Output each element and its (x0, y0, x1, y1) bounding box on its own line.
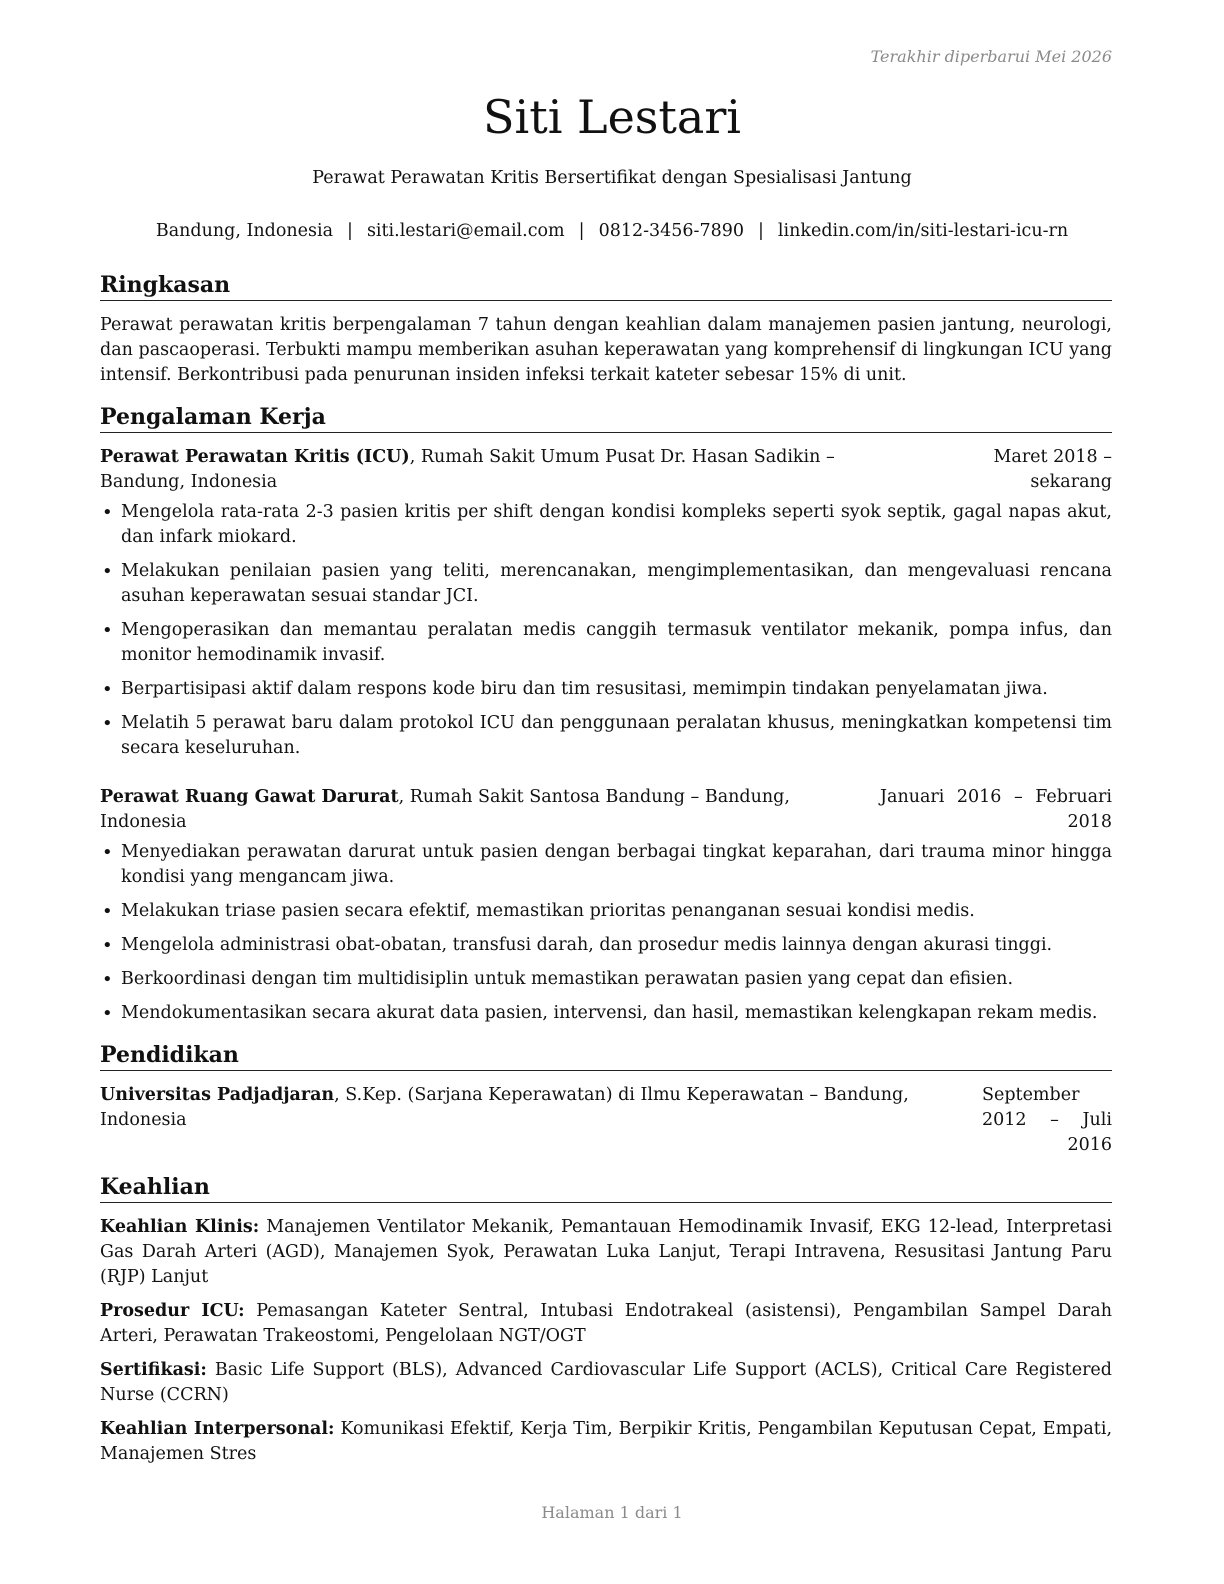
list-item: • Melakukan penilaian pasien yang teliti, merencanakan, mengimplementasikan, dan mengevaluasi rencana asuhan keperawatan sesuai standar JCI. (100, 559, 1112, 609)
job-role: Perawat Perawatan Kritis (ICU) (100, 447, 410, 467)
summary-text: Perawat perawatan kritis berpengalaman 7 tahun dengan keahlian dalam manajemen pasien jantung, neurologi, dan pascaoperasi. Terbukti mampu memberikan asuhan keperawatan yang komprehensif di lingkungan ICU yang intensif. Berkontribusi pada penurunan insiden infeksi terkait kateter sebesar 15% di unit. (100, 315, 1112, 385)
contact-email[interactable]: siti.lestari@email.com (366, 221, 565, 241)
contact-linkedin[interactable]: linkedin.com/in/siti-lestari-icu-rn (777, 221, 1069, 241)
skill-text: Basic Life Support (BLS), Advanced Cardiovascular Life Support (ACLS), Critical Care Registered Nurse (CCRN) (100, 1360, 1112, 1405)
job-dates: Maret 2018 – sekarang (993, 447, 1112, 492)
section-title-education: Pendidikan (100, 1040, 1112, 1071)
job-title-line (100, 445, 884, 495)
skill-group (100, 1215, 1112, 1290)
page-number: Halaman 1 dari 1 (541, 1503, 683, 1522)
contact-location: Bandung, Indonesia (155, 221, 334, 241)
summary-section (100, 270, 1112, 388)
job-title-line (100, 785, 852, 835)
skill-label: Keahlian Interpersonal: (100, 1419, 335, 1439)
education-entry (100, 1083, 1112, 1158)
skill-label: Prosedur ICU: (100, 1301, 245, 1321)
list-item: • Melakukan triase pasien secara efektif, memastikan prioritas penanganan sesuai kondisi medis. (100, 899, 1112, 924)
job-header (100, 445, 1112, 495)
skill-text: Manajemen Ventilator Mekanik, Pemantauan Hemodinamik Invasif, EKG 12-lead, Interpretasi Gas Darah Arteri (AGD), Manajemen Syok, Perawatan Luka Lanjut, Terapi Intravena, Resusitasi Jantung Paru (RJP) Lanjut (100, 1217, 1112, 1287)
education-section (100, 1040, 1112, 1158)
job-org: , Rumah Sakit Santosa Bandung – Bandung, Indonesia (100, 787, 790, 832)
job-bullets (100, 500, 1112, 761)
list-item: • Mendokumentasikan secara akurat data pasien, intervensi, dan hasil, memastikan kelengkapan rekam medis. (100, 1001, 1112, 1026)
job-dates: Januari 2016 – Februari 2018 (880, 787, 1112, 832)
tagline: Perawat Perawatan Kritis Bersertifikat dengan Spesialisasi Jantung (312, 168, 912, 188)
skills-section (100, 1172, 1112, 1467)
job-bullets (100, 840, 1112, 1026)
contact-separator: | (347, 221, 353, 241)
job-entry (100, 785, 1112, 1026)
resume-content (100, 270, 1112, 1481)
candidate-name: Siti Lestari (482, 90, 742, 144)
list-item: • Mengelola administrasi obat-obatan, transfusi darah, dan prosedur medis lainnya dengan akurasi tinggi. (100, 933, 1112, 958)
education-line (100, 1083, 974, 1133)
skill-label: Keahlian Klinis: (100, 1217, 260, 1237)
contact-separator: | (758, 221, 764, 241)
education-school: Universitas Padjadjaran (100, 1085, 335, 1105)
skill-text: Komunikasi Efektif, Kerja Tim, Berpikir Kritis, Pengambilan Keputusan Cepat, Empati, Manajemen Stres (100, 1419, 1113, 1464)
list-item: • Melatih 5 perawat baru dalam protokol ICU dan penggunaan peralatan khusus, meningkatkan kompetensi tim secara keseluruhan. (100, 711, 1112, 761)
education-detail: , S.Kep. (Sarjana Keperawatan) di Ilmu Keperawatan – Bandung, Indonesia (100, 1085, 909, 1130)
skill-label: Sertifikasi: (100, 1360, 207, 1380)
job-entry (100, 445, 1112, 761)
skill-group (100, 1417, 1112, 1467)
job-role: Perawat Ruang Gawat Darurat (100, 787, 399, 807)
education-dates: September 2012 – Juli 2016 (982, 1085, 1112, 1155)
contact-phone: 0812-3456-7890 (598, 221, 744, 241)
last-updated: Terakhir diperbarui Mei 2026 (870, 47, 1112, 66)
list-item: • Mengoperasikan dan memantau peralatan medis canggih termasuk ventilator mekanik, pompa infus, dan monitor hemodinamik invasif. (100, 618, 1112, 668)
section-title-summary: Ringkasan (100, 270, 1112, 301)
job-header (100, 785, 1112, 835)
experience-section (100, 402, 1112, 1026)
section-title-experience: Pengalaman Kerja (100, 402, 1112, 433)
list-item: • Berpartisipasi aktif dalam respons kode biru dan tim resusitasi, memimpin tindakan penyelamatan jiwa. (100, 677, 1112, 702)
skill-group (100, 1299, 1112, 1349)
list-item: • Berkoordinasi dengan tim multidisiplin untuk memastikan perawatan pasien yang cepat dan efisien. (100, 967, 1112, 992)
skill-group (100, 1358, 1112, 1408)
contact-separator: | (578, 221, 585, 241)
skill-text: Pemasangan Kateter Sentral, Intubasi Endotrakeal (asistensi), Pengambilan Sampel Darah Arteri, Perawatan Trakeostomi, Pengelolaan NGT/OGT (100, 1301, 1112, 1346)
section-title-skills: Keahlian (100, 1172, 1112, 1203)
job-org: , Rumah Sakit Umum Pusat Dr. Hasan Sadikin – Bandung, Indonesia (100, 447, 835, 492)
contact-line (0, 219, 1224, 244)
list-item: • Mengelola rata-rata 2-3 pasien kritis per shift dengan kondisi kompleks seperti syok septik, gagal napas akut, dan infark miokard. (100, 500, 1112, 550)
list-item: • Menyediakan perawatan darurat untuk pasien dengan berbagai tingkat keparahan, dari trauma minor hingga kondisi yang mengancam jiwa. (100, 840, 1112, 890)
